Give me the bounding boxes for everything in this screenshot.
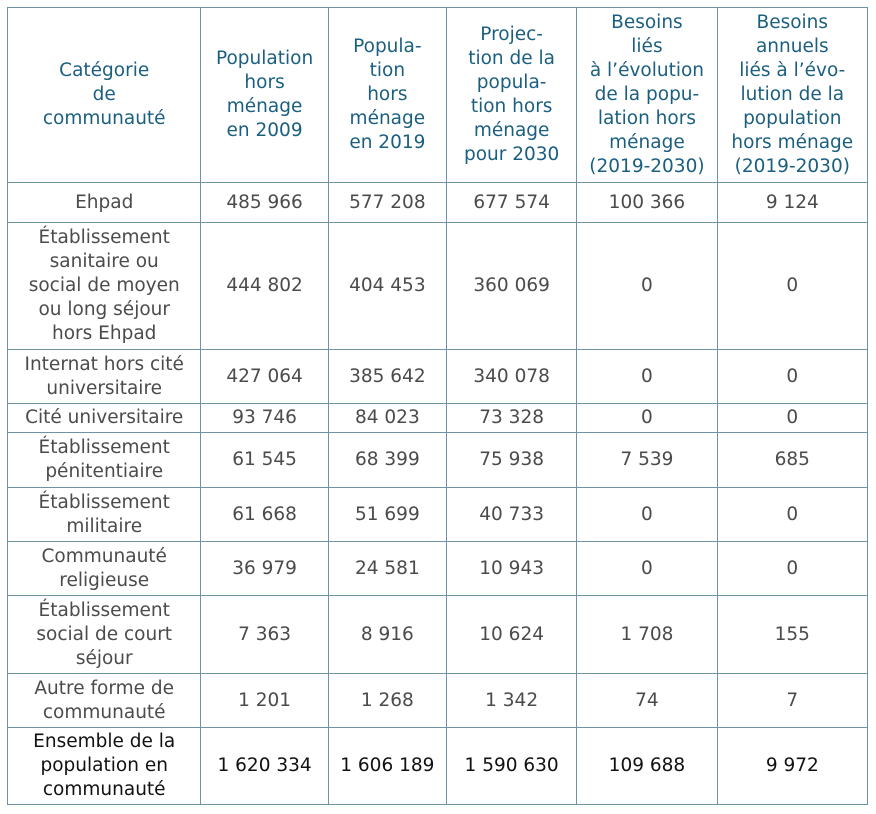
cell-needs-evolution: 1 708 (577, 596, 717, 674)
cell-needs-evolution: 0 (577, 404, 717, 433)
cell-population-2019: 404 453 (328, 223, 446, 350)
table-row (8, 223, 868, 350)
total-row (8, 728, 868, 805)
total-population-2009: 1 620 334 (201, 728, 328, 805)
cell-projection-2030: 75 938 (446, 433, 576, 488)
header-category: Catégorie de communauté (8, 8, 201, 183)
cell-annual-needs: 685 (717, 433, 867, 488)
table-row (8, 488, 868, 542)
cell-projection-2030: 73 328 (446, 404, 576, 433)
cell-needs-evolution: 0 (577, 542, 717, 596)
cell-projection-2030: 40 733 (446, 488, 576, 542)
row-category: Ehpad (8, 183, 201, 223)
row-category: Établissement militaire (8, 488, 201, 542)
row-category: Établissement pénitentiaire (8, 433, 201, 488)
cell-annual-needs: 0 (717, 404, 867, 433)
cell-needs-evolution: 0 (577, 488, 717, 542)
cell-projection-2030: 360 069 (446, 223, 576, 350)
table-row (8, 350, 868, 404)
header-population-2019: Popula- tion hors ménage en 2019 (328, 8, 446, 183)
row-category: Établissement sanitaire ou social de moyen ou long séjour hors Ehpad (8, 223, 201, 350)
communities-table (7, 7, 868, 805)
table-row (8, 433, 868, 488)
cell-population-2009: 36 979 (201, 542, 328, 596)
cell-population-2019: 24 581 (328, 542, 446, 596)
cell-annual-needs: 0 (717, 223, 867, 350)
cell-population-2009: 444 802 (201, 223, 328, 350)
cell-projection-2030: 10 624 (446, 596, 576, 674)
cell-population-2019: 577 208 (328, 183, 446, 223)
table-row (8, 674, 868, 728)
table-row (8, 596, 868, 674)
cell-annual-needs: 0 (717, 350, 867, 404)
total-projection-2030: 1 590 630 (446, 728, 576, 805)
cell-projection-2030: 340 078 (446, 350, 576, 404)
header-population-2009: Population hors ménage en 2009 (201, 8, 328, 183)
cell-needs-evolution: 7 539 (577, 433, 717, 488)
cell-projection-2030: 677 574 (446, 183, 576, 223)
cell-population-2009: 61 545 (201, 433, 328, 488)
cell-population-2009: 7 363 (201, 596, 328, 674)
cell-projection-2030: 1 342 (446, 674, 576, 728)
cell-population-2009: 93 746 (201, 404, 328, 433)
cell-population-2009: 61 668 (201, 488, 328, 542)
row-category: Cité universitaire (8, 404, 201, 433)
table-row (8, 183, 868, 223)
cell-annual-needs: 9 124 (717, 183, 867, 223)
total-annual-needs: 9 972 (717, 728, 867, 805)
cell-population-2019: 8 916 (328, 596, 446, 674)
cell-needs-evolution: 0 (577, 350, 717, 404)
row-category: Internat hors cité universitaire (8, 350, 201, 404)
row-category: Établissement social de court séjour (8, 596, 201, 674)
cell-population-2009: 485 966 (201, 183, 328, 223)
header-annual-needs: Besoins annuels liés à l’évo- lution de la population hors ménage (2019-2030) (717, 8, 867, 183)
header-row (8, 8, 868, 183)
total-category: Ensemble de la population en communauté (8, 728, 201, 805)
cell-annual-needs: 0 (717, 488, 867, 542)
table-row (8, 542, 868, 596)
cell-needs-evolution: 0 (577, 223, 717, 350)
cell-annual-needs: 7 (717, 674, 867, 728)
cell-projection-2030: 10 943 (446, 542, 576, 596)
cell-annual-needs: 155 (717, 596, 867, 674)
total-needs-evolution: 109 688 (577, 728, 717, 805)
header-needs-evolution: Besoins liés à l’évolution de la popu- lation hors ménage (2019-2030) (577, 8, 717, 183)
cell-population-2009: 427 064 (201, 350, 328, 404)
cell-needs-evolution: 100 366 (577, 183, 717, 223)
header-projection-2030: Projec- tion de la popula- tion hors ménage pour 2030 (446, 8, 576, 183)
row-category: Communauté religieuse (8, 542, 201, 596)
table-row (8, 404, 868, 433)
cell-population-2019: 51 699 (328, 488, 446, 542)
row-category: Autre forme de communauté (8, 674, 201, 728)
cell-population-2019: 1 268 (328, 674, 446, 728)
cell-population-2009: 1 201 (201, 674, 328, 728)
cell-population-2019: 385 642 (328, 350, 446, 404)
total-population-2019: 1 606 189 (328, 728, 446, 805)
cell-needs-evolution: 74 (577, 674, 717, 728)
cell-population-2019: 68 399 (328, 433, 446, 488)
cell-annual-needs: 0 (717, 542, 867, 596)
cell-population-2019: 84 023 (328, 404, 446, 433)
